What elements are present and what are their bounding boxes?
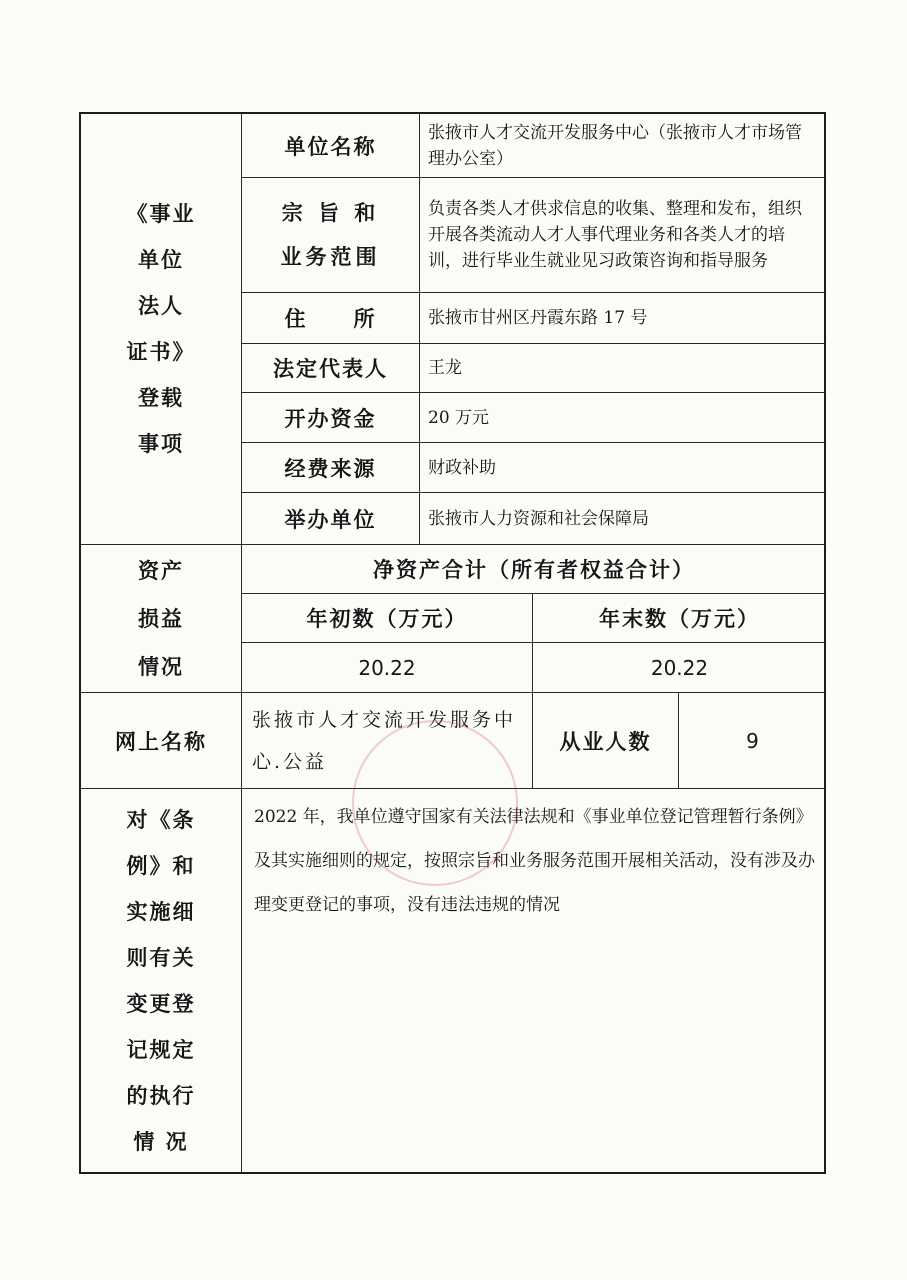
staff-count-label: 从业人数: [533, 693, 679, 789]
begin-of-year-value: 20.22: [242, 643, 533, 693]
registration-section-line: 登载: [138, 385, 184, 410]
assets-section-line: 损益: [138, 605, 184, 631]
registration-section-line: 事项: [138, 431, 184, 456]
registration-section-line: 单位: [138, 247, 184, 272]
execution-section-line: 例》和: [126, 852, 196, 878]
assets-section-label: [81, 545, 242, 693]
unit-name-label: 单位名称: [242, 114, 420, 178]
registration-section-line: 法人: [138, 293, 184, 318]
execution-section-line: 情 况: [133, 1128, 189, 1154]
purpose-scope-label-line: 业务范围: [280, 244, 381, 269]
annual-report-form: [79, 112, 826, 1174]
start-capital-value: 20 万元: [420, 393, 826, 443]
net-assets-title: 净资产合计（所有者权益合计）: [242, 545, 826, 594]
registration-section-line: 《事业: [126, 201, 196, 226]
legal-representative-value: 王龙: [420, 344, 826, 393]
execution-section-label: [81, 789, 242, 1172]
start-capital-label: 开办资金: [242, 393, 420, 443]
purpose-scope-label-line: 宗 旨 和: [281, 200, 380, 225]
purpose-scope-value: 负责各类人才供求信息的收集、整理和发布，组织开展各类流动人才人事代理业务和各类人才的培训，进行毕业生就业见习政策咨询和指导服务: [420, 178, 826, 293]
execution-section-line: 对《条: [126, 806, 196, 832]
sponsor-unit-value: 张掖市人力资源和社会保障局: [420, 493, 826, 545]
assets-section-line: 情况: [138, 653, 184, 679]
funding-source-label: 经费来源: [242, 443, 420, 493]
assets-section-line: 资产: [138, 557, 184, 583]
execution-description: 2022 年，我单位遵守国家有关法律法规和《事业单位登记管理暂行条例》及其实施细则的规定，按照宗旨和业务服务范围开展相关活动，没有涉及办理变更登记的事项，没有违法违规的情况: [254, 807, 815, 915]
online-name-value: [242, 693, 533, 789]
execution-section-line: 则有关: [126, 944, 196, 970]
legal-representative-label: 法定代表人: [242, 344, 420, 393]
registration-section-line: 证书》: [126, 339, 196, 364]
online-name-text: 张掖市人才交流开发服务中心.公益: [252, 708, 517, 773]
unit-name-value: 张掖市人才交流开发服务中心（张掖市人才市场管理办公室）: [420, 114, 826, 178]
registration-section-label: [81, 114, 242, 545]
begin-of-year-label: 年初数（万元）: [242, 594, 533, 643]
address-value: 张掖市甘州区丹霞东路 17 号: [420, 293, 826, 344]
address-label: 住 所: [242, 293, 420, 344]
end-of-year-label: 年末数（万元）: [533, 594, 826, 643]
staff-count-value: 9: [679, 693, 826, 789]
sponsor-unit-label: 举办单位: [242, 493, 420, 545]
funding-source-value: 财政补助: [420, 443, 826, 493]
end-of-year-value: 20.22: [533, 643, 826, 693]
execution-section-line: 的执行: [126, 1082, 196, 1108]
purpose-scope-label: [242, 178, 420, 293]
execution-section-line: 记规定: [126, 1036, 196, 1062]
execution-section-line: 变更登: [126, 990, 196, 1016]
online-name-label: 网上名称: [81, 693, 242, 789]
execution-section-line: 实施细: [126, 898, 196, 924]
